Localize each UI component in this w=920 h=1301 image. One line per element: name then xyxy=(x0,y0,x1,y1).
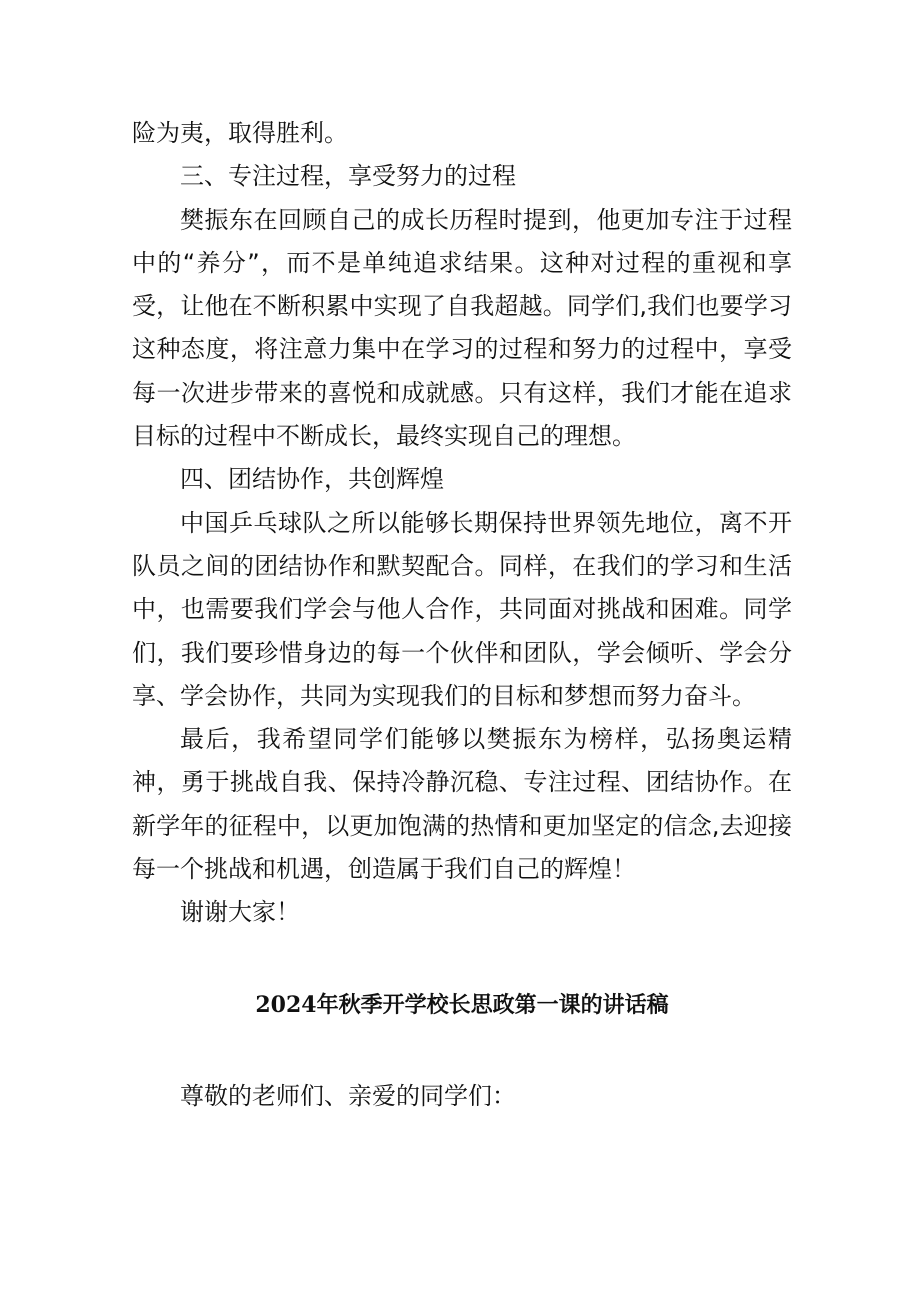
body-text xyxy=(132,112,792,935)
paragraph-thanks: 谢谢大家！ xyxy=(180,898,300,927)
paragraph-continuation: 险为夷，取得胜利。 xyxy=(132,119,348,147)
greeting-line: 尊敬的老师们、亲爱的同学们： xyxy=(180,1082,516,1110)
paragraph-teamwork: 中国乒乓球队之所以能够长期保持世界领先地位，离不开队员之间的团结协作和默契配合。同样，在我们的学习和生活中，也需要我们学会与他人合作，共同面对挑战和困难。同学们，我们要珍惜身边的每一个伙伴和团队，学会倾听、学会分享、学会协作，共同为实现我们的目标和梦想而努力奋斗。 xyxy=(132,508,792,710)
document-title: 2024年秋季开学校长思政第一课的讲话稿 xyxy=(255,992,669,1018)
section-heading-4: 四、团结协作，共创辉煌 xyxy=(180,465,444,494)
paragraph-closing: 最后，我希望同学们能够以樊振东为榜样，弘扬奥运精神，勇于挑战自我、保持冷静沉稳、专注过程、团结协作。在新学年的征程中，以更加饱满的热情和更加坚定的信念,去迎接每一个挑战和机遇，创造属于我们自己的辉煌！ xyxy=(132,725,792,884)
paragraph-focus-process: 樊振东在回顾自己的成长历程时提到，他更加专注于过程中的“养分”，而不是单纯追求结果。这种对过程的重视和享受，让他在不断积累中实现了自我超越。同学们,我们也要学习这种态度，将注意力集中在学习的过程和努力的过程中，享受每一次进步带来的喜悦和成就感。只有这样，我们才能在追求目标的过程中不断成长，最终实现自己的理想。 xyxy=(132,205,792,451)
section-heading-3: 三、专注过程，享受努力的过程 xyxy=(180,162,516,191)
